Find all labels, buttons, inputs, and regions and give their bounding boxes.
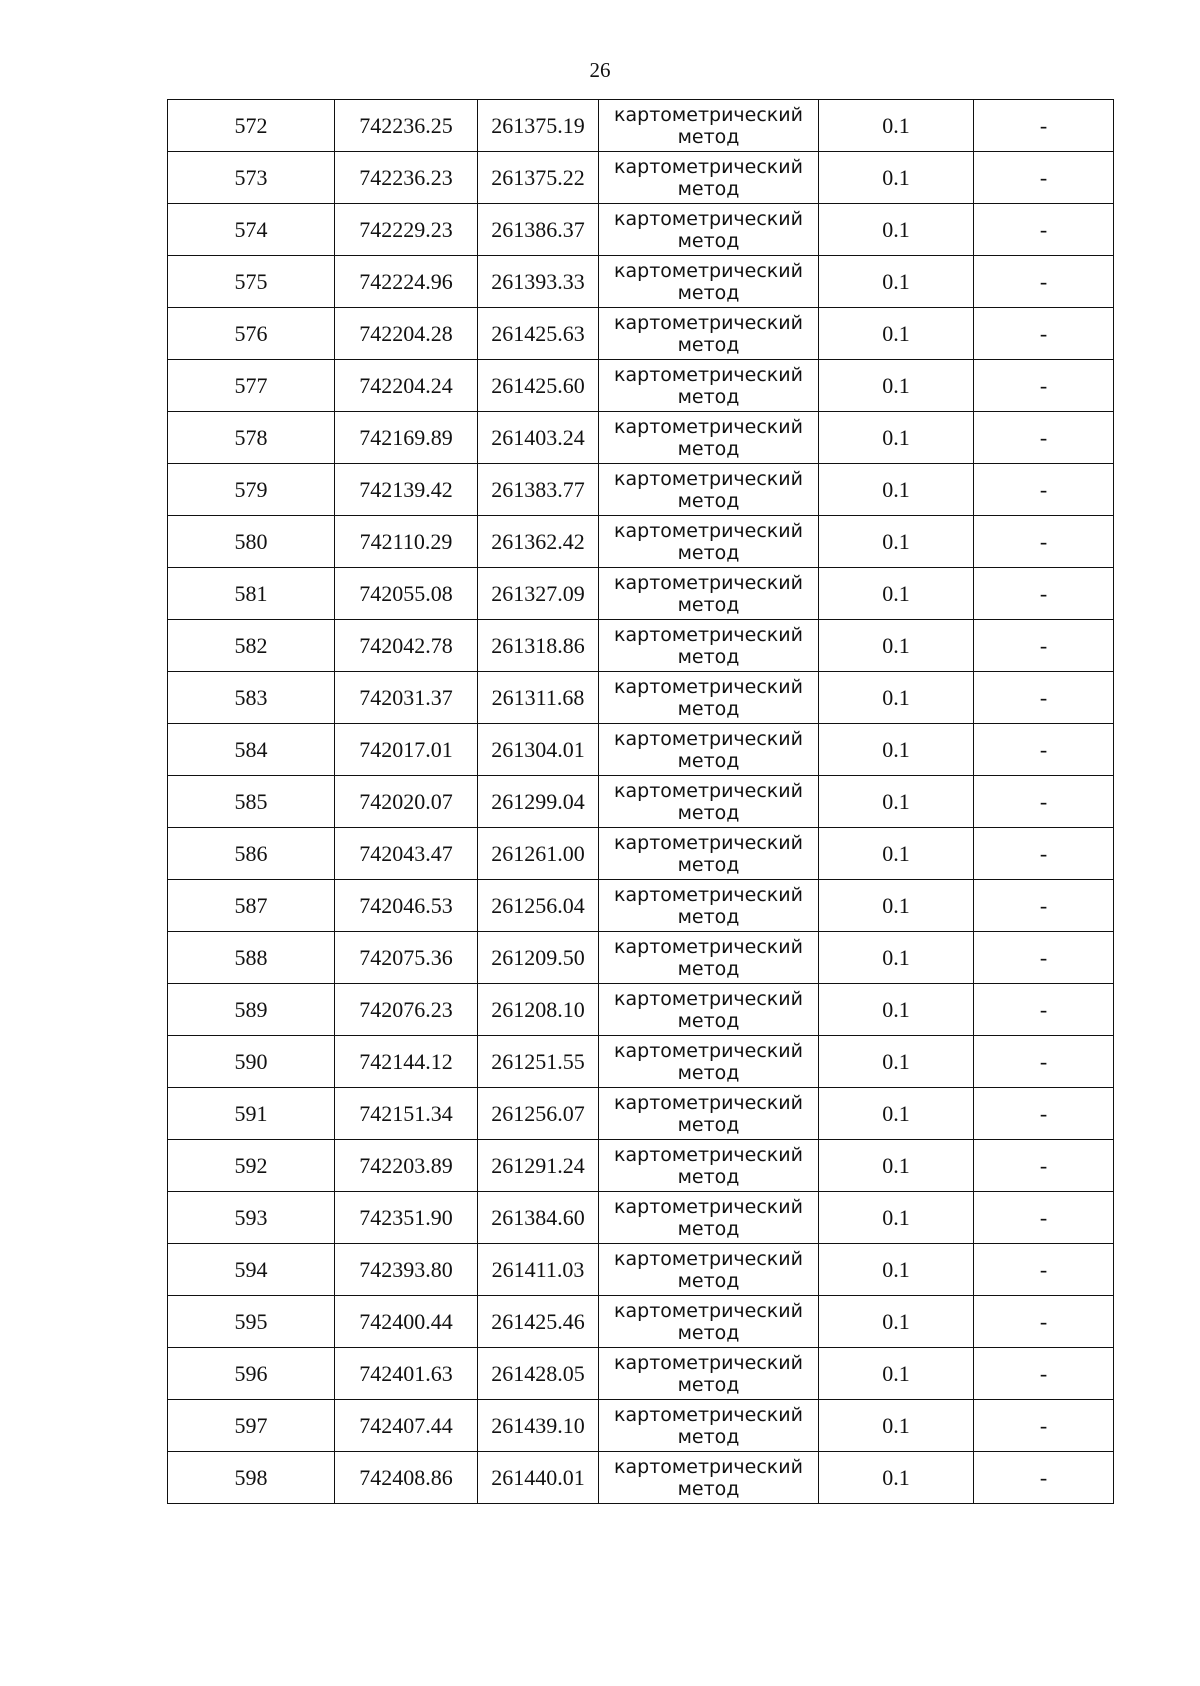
point-number-cell: 594 — [168, 1244, 335, 1296]
method-line-1: картометрический — [614, 363, 803, 386]
method-line-2: метод — [677, 1113, 740, 1136]
x-coordinate-cell: 742144.12 — [335, 1036, 478, 1088]
table-row — [168, 1088, 1114, 1140]
method-cell — [599, 1088, 819, 1140]
method-line-2: метод — [677, 489, 740, 512]
note-cell: - — [974, 672, 1114, 724]
accuracy-cell: 0.1 — [819, 880, 974, 932]
method-line-1: картометрический — [614, 1091, 803, 1114]
method-line-1: картометрический — [614, 779, 803, 802]
method-line-1: картометрический — [614, 1247, 803, 1270]
x-coordinate-cell: 742169.89 — [335, 412, 478, 464]
method-line-1: картометрический — [614, 519, 803, 542]
page-number: 26 — [589, 58, 611, 82]
method-cell — [599, 1244, 819, 1296]
method-line-2: метод — [677, 1321, 740, 1344]
method-line-1: картометрический — [614, 623, 803, 646]
point-number-cell: 578 — [168, 412, 335, 464]
table-row — [168, 464, 1114, 516]
method-cell — [599, 256, 819, 308]
x-coordinate-cell: 742020.07 — [335, 776, 478, 828]
x-coordinate-cell: 742224.96 — [335, 256, 478, 308]
method-cell — [599, 932, 819, 984]
point-number-cell: 576 — [168, 308, 335, 360]
method-cell — [599, 880, 819, 932]
y-coordinate-cell: 261304.01 — [478, 724, 599, 776]
y-coordinate-cell: 261411.03 — [478, 1244, 599, 1296]
accuracy-cell: 0.1 — [819, 1088, 974, 1140]
table-row — [168, 1296, 1114, 1348]
method-line-1: картометрический — [614, 1299, 803, 1322]
method-cell — [599, 152, 819, 204]
point-number-cell: 585 — [168, 776, 335, 828]
method-line-2: метод — [677, 957, 740, 980]
method-line-2: метод — [677, 905, 740, 928]
method-cell — [599, 308, 819, 360]
method-line-1: картометрический — [614, 1455, 803, 1478]
method-cell — [599, 464, 819, 516]
note-cell: - — [974, 256, 1114, 308]
x-coordinate-cell: 742110.29 — [335, 516, 478, 568]
accuracy-cell: 0.1 — [819, 152, 974, 204]
method-line-2: метод — [677, 437, 740, 460]
method-cell — [599, 828, 819, 880]
note-cell: - — [974, 152, 1114, 204]
method-line-2: метод — [677, 1165, 740, 1188]
table-row — [168, 776, 1114, 828]
x-coordinate-cell: 742408.86 — [335, 1452, 478, 1504]
table-row — [168, 100, 1114, 152]
x-coordinate-cell: 742017.01 — [335, 724, 478, 776]
x-coordinate-cell: 742400.44 — [335, 1296, 478, 1348]
accuracy-cell: 0.1 — [819, 776, 974, 828]
accuracy-cell: 0.1 — [819, 412, 974, 464]
table-row — [168, 1192, 1114, 1244]
point-number-cell: 572 — [168, 100, 335, 152]
accuracy-cell: 0.1 — [819, 932, 974, 984]
method-line-2: метод — [677, 749, 740, 772]
y-coordinate-cell: 261311.68 — [478, 672, 599, 724]
accuracy-cell: 0.1 — [819, 1296, 974, 1348]
x-coordinate-cell: 742203.89 — [335, 1140, 478, 1192]
note-cell: - — [974, 932, 1114, 984]
note-cell: - — [974, 724, 1114, 776]
method-cell — [599, 360, 819, 412]
accuracy-cell: 0.1 — [819, 672, 974, 724]
method-line-1: картометрический — [614, 1195, 803, 1218]
table-row — [168, 360, 1114, 412]
x-coordinate-cell: 742042.78 — [335, 620, 478, 672]
accuracy-cell: 0.1 — [819, 620, 974, 672]
method-line-1: картометрический — [614, 1351, 803, 1374]
coordinates-table — [167, 99, 1114, 1504]
point-number-cell: 581 — [168, 568, 335, 620]
accuracy-cell: 0.1 — [819, 100, 974, 152]
note-cell: - — [974, 1452, 1114, 1504]
method-line-2: метод — [677, 853, 740, 876]
accuracy-cell: 0.1 — [819, 1036, 974, 1088]
method-line-2: метод — [677, 1477, 740, 1500]
point-number-cell: 577 — [168, 360, 335, 412]
method-cell — [599, 776, 819, 828]
x-coordinate-cell: 742351.90 — [335, 1192, 478, 1244]
point-number-cell: 574 — [168, 204, 335, 256]
x-coordinate-cell: 742236.25 — [335, 100, 478, 152]
table-row — [168, 828, 1114, 880]
accuracy-cell: 0.1 — [819, 204, 974, 256]
y-coordinate-cell: 261256.07 — [478, 1088, 599, 1140]
accuracy-cell: 0.1 — [819, 1348, 974, 1400]
method-line-1: картометрический — [614, 259, 803, 282]
point-number-cell: 593 — [168, 1192, 335, 1244]
y-coordinate-cell: 261440.01 — [478, 1452, 599, 1504]
method-line-1: картометрический — [614, 1143, 803, 1166]
method-line-2: метод — [677, 1061, 740, 1084]
accuracy-cell: 0.1 — [819, 828, 974, 880]
method-cell — [599, 1192, 819, 1244]
y-coordinate-cell: 261425.46 — [478, 1296, 599, 1348]
x-coordinate-cell: 742043.47 — [335, 828, 478, 880]
method-line-1: картометрический — [614, 675, 803, 698]
x-coordinate-cell: 742046.53 — [335, 880, 478, 932]
table-row — [168, 724, 1114, 776]
method-line-2: метод — [677, 541, 740, 564]
accuracy-cell: 0.1 — [819, 464, 974, 516]
method-line-2: метод — [677, 1217, 740, 1240]
accuracy-cell: 0.1 — [819, 1452, 974, 1504]
accuracy-cell: 0.1 — [819, 1192, 974, 1244]
method-cell — [599, 1296, 819, 1348]
x-coordinate-cell: 742393.80 — [335, 1244, 478, 1296]
y-coordinate-cell: 261362.42 — [478, 516, 599, 568]
note-cell: - — [974, 308, 1114, 360]
accuracy-cell: 0.1 — [819, 984, 974, 1036]
method-cell — [599, 672, 819, 724]
note-cell: - — [974, 776, 1114, 828]
method-line-1: картометрический — [614, 987, 803, 1010]
point-number-cell: 582 — [168, 620, 335, 672]
method-line-2: метод — [677, 593, 740, 616]
point-number-cell: 586 — [168, 828, 335, 880]
note-cell: - — [974, 1088, 1114, 1140]
y-coordinate-cell: 261428.05 — [478, 1348, 599, 1400]
method-line-1: картометрический — [614, 311, 803, 334]
y-coordinate-cell: 261261.00 — [478, 828, 599, 880]
method-cell — [599, 1036, 819, 1088]
y-coordinate-cell: 261383.77 — [478, 464, 599, 516]
note-cell: - — [974, 568, 1114, 620]
table-row — [168, 620, 1114, 672]
note-cell: - — [974, 1140, 1114, 1192]
method-line-1: картометрический — [614, 1039, 803, 1062]
method-cell — [599, 1140, 819, 1192]
method-line-2: метод — [677, 1009, 740, 1032]
point-number-cell: 587 — [168, 880, 335, 932]
note-cell: - — [974, 1192, 1114, 1244]
x-coordinate-cell: 742075.36 — [335, 932, 478, 984]
method-line-1: картометрический — [614, 571, 803, 594]
x-coordinate-cell: 742407.44 — [335, 1400, 478, 1452]
note-cell: - — [974, 100, 1114, 152]
method-cell — [599, 100, 819, 152]
note-cell: - — [974, 360, 1114, 412]
x-coordinate-cell: 742204.28 — [335, 308, 478, 360]
point-number-cell: 575 — [168, 256, 335, 308]
point-number-cell: 589 — [168, 984, 335, 1036]
accuracy-cell: 0.1 — [819, 724, 974, 776]
note-cell: - — [974, 1296, 1114, 1348]
method-line-1: картометрический — [614, 155, 803, 178]
y-coordinate-cell: 261425.60 — [478, 360, 599, 412]
method-line-1: картометрический — [614, 935, 803, 958]
accuracy-cell: 0.1 — [819, 516, 974, 568]
x-coordinate-cell: 742401.63 — [335, 1348, 478, 1400]
point-number-cell: 580 — [168, 516, 335, 568]
method-cell — [599, 1348, 819, 1400]
method-line-2: метод — [677, 645, 740, 668]
accuracy-cell: 0.1 — [819, 1244, 974, 1296]
method-line-2: метод — [677, 1425, 740, 1448]
y-coordinate-cell: 261384.60 — [478, 1192, 599, 1244]
point-number-cell: 588 — [168, 932, 335, 984]
note-cell: - — [974, 1348, 1114, 1400]
table-row — [168, 984, 1114, 1036]
table-row — [168, 568, 1114, 620]
table-row — [168, 1400, 1114, 1452]
y-coordinate-cell: 261375.22 — [478, 152, 599, 204]
method-line-2: метод — [677, 125, 740, 148]
y-coordinate-cell: 261208.10 — [478, 984, 599, 1036]
point-number-cell: 583 — [168, 672, 335, 724]
x-coordinate-cell: 742139.42 — [335, 464, 478, 516]
table-row — [168, 1452, 1114, 1504]
accuracy-cell: 0.1 — [819, 568, 974, 620]
method-line-2: метод — [677, 1373, 740, 1396]
x-coordinate-cell: 742076.23 — [335, 984, 478, 1036]
accuracy-cell: 0.1 — [819, 256, 974, 308]
y-coordinate-cell: 261209.50 — [478, 932, 599, 984]
method-line-1: картометрический — [614, 207, 803, 230]
method-cell — [599, 1400, 819, 1452]
y-coordinate-cell: 261299.04 — [478, 776, 599, 828]
accuracy-cell: 0.1 — [819, 308, 974, 360]
x-coordinate-cell: 742236.23 — [335, 152, 478, 204]
table-row — [168, 204, 1114, 256]
y-coordinate-cell: 261256.04 — [478, 880, 599, 932]
point-number-cell: 590 — [168, 1036, 335, 1088]
table-row — [168, 1244, 1114, 1296]
y-coordinate-cell: 261251.55 — [478, 1036, 599, 1088]
coordinates-table-body — [168, 100, 1114, 1504]
method-line-2: метод — [677, 697, 740, 720]
method-line-1: картометрический — [614, 467, 803, 490]
table-row — [168, 1036, 1114, 1088]
x-coordinate-cell: 742031.37 — [335, 672, 478, 724]
method-line-2: метод — [677, 1269, 740, 1292]
y-coordinate-cell: 261425.63 — [478, 308, 599, 360]
point-number-cell: 592 — [168, 1140, 335, 1192]
note-cell: - — [974, 828, 1114, 880]
accuracy-cell: 0.1 — [819, 1140, 974, 1192]
method-line-1: картометрический — [614, 831, 803, 854]
method-line-2: метод — [677, 801, 740, 824]
note-cell: - — [974, 620, 1114, 672]
note-cell: - — [974, 464, 1114, 516]
y-coordinate-cell: 261318.86 — [478, 620, 599, 672]
y-coordinate-cell: 261375.19 — [478, 100, 599, 152]
point-number-cell: 598 — [168, 1452, 335, 1504]
table-row — [168, 1348, 1114, 1400]
point-number-cell: 591 — [168, 1088, 335, 1140]
table-row — [168, 308, 1114, 360]
note-cell: - — [974, 204, 1114, 256]
method-line-2: метод — [677, 281, 740, 304]
note-cell: - — [974, 984, 1114, 1036]
method-cell — [599, 1452, 819, 1504]
table-row — [168, 152, 1114, 204]
table-row — [168, 412, 1114, 464]
method-cell — [599, 724, 819, 776]
method-line-2: метод — [677, 333, 740, 356]
y-coordinate-cell: 261439.10 — [478, 1400, 599, 1452]
table-row — [168, 672, 1114, 724]
y-coordinate-cell: 261291.24 — [478, 1140, 599, 1192]
accuracy-cell: 0.1 — [819, 1400, 974, 1452]
accuracy-cell: 0.1 — [819, 360, 974, 412]
table-row — [168, 932, 1114, 984]
y-coordinate-cell: 261327.09 — [478, 568, 599, 620]
method-cell — [599, 568, 819, 620]
x-coordinate-cell: 742229.23 — [335, 204, 478, 256]
method-line-2: метод — [677, 177, 740, 200]
note-cell: - — [974, 1400, 1114, 1452]
note-cell: - — [974, 1244, 1114, 1296]
method-line-2: метод — [677, 229, 740, 252]
x-coordinate-cell: 742151.34 — [335, 1088, 478, 1140]
table-row — [168, 256, 1114, 308]
x-coordinate-cell: 742055.08 — [335, 568, 478, 620]
x-coordinate-cell: 742204.24 — [335, 360, 478, 412]
y-coordinate-cell: 261386.37 — [478, 204, 599, 256]
note-cell: - — [974, 516, 1114, 568]
point-number-cell: 573 — [168, 152, 335, 204]
method-cell — [599, 620, 819, 672]
method-cell — [599, 984, 819, 1036]
point-number-cell: 584 — [168, 724, 335, 776]
method-line-1: картометрический — [614, 103, 803, 126]
point-number-cell: 596 — [168, 1348, 335, 1400]
method-cell — [599, 516, 819, 568]
table-row — [168, 880, 1114, 932]
method-cell — [599, 204, 819, 256]
method-line-1: картометрический — [614, 727, 803, 750]
table-row — [168, 1140, 1114, 1192]
y-coordinate-cell: 261403.24 — [478, 412, 599, 464]
method-line-1: картометрический — [614, 883, 803, 906]
note-cell: - — [974, 412, 1114, 464]
y-coordinate-cell: 261393.33 — [478, 256, 599, 308]
note-cell: - — [974, 880, 1114, 932]
point-number-cell: 579 — [168, 464, 335, 516]
method-line-1: картометрический — [614, 1403, 803, 1426]
method-line-2: метод — [677, 385, 740, 408]
table-row — [168, 516, 1114, 568]
method-line-1: картометрический — [614, 415, 803, 438]
note-cell: - — [974, 1036, 1114, 1088]
method-cell — [599, 412, 819, 464]
point-number-cell: 597 — [168, 1400, 335, 1452]
point-number-cell: 595 — [168, 1296, 335, 1348]
